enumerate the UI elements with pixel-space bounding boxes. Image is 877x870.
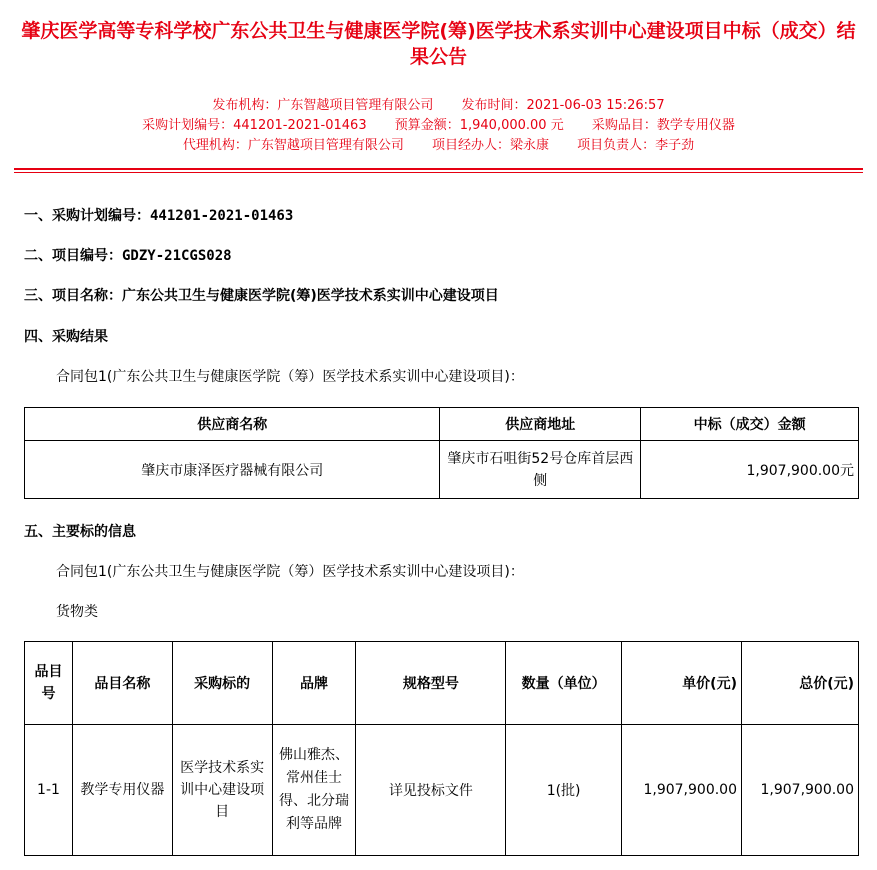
header-item-name: 品目名称 bbox=[72, 642, 172, 725]
cell-item-no: 1-1 bbox=[25, 725, 73, 856]
header-supplier-name: 供应商名称 bbox=[25, 408, 440, 441]
header-procurement-target: 采购标的 bbox=[172, 642, 272, 725]
header-brand: 品牌 bbox=[272, 642, 356, 725]
table-row bbox=[25, 441, 859, 499]
section-plan-no-value: 441201-2021-01463 bbox=[150, 208, 294, 224]
result-package-label: 合同包1(广东公共卫生与健康医学院（筹）医学技术系实训中心建设项目)： bbox=[56, 369, 524, 385]
section-project-no-label: 二、项目编号： bbox=[24, 248, 122, 264]
page-title: 肇庆医学高等专科学校广东公共卫生与健康医学院(筹)医学技术系实训中心建设项目中标（成交）结果公告 bbox=[21, 20, 856, 68]
meta-budget: 预算金额：1,940,000.00 元 bbox=[394, 118, 564, 133]
header-unit-price: 单价(元) bbox=[622, 642, 742, 725]
table-row bbox=[25, 725, 859, 856]
section-plan-no-label: 一、采购计划编号： bbox=[24, 208, 150, 224]
cell-unit-price: 1,907,900.00 bbox=[622, 725, 742, 856]
subject-package-label: 合同包1(广东公共卫生与健康医学院（筹）医学技术系实训中心建设项目)： bbox=[56, 564, 524, 580]
header-spec-model: 规格型号 bbox=[356, 642, 506, 725]
meta-line-2 bbox=[0, 117, 877, 135]
cell-supplier-name: 肇庆市康泽医疗器械有限公司 bbox=[25, 441, 440, 499]
meta-publisher: 发布机构：广东智越项目管理有限公司 bbox=[212, 98, 434, 113]
subject-table bbox=[24, 641, 859, 856]
cell-brand: 佛山雅杰、常州佳士得、北分瑞利等品牌 bbox=[272, 725, 356, 856]
subject-table-header bbox=[25, 642, 859, 725]
section-subject-info: 五、主要标的信息 bbox=[24, 524, 136, 540]
header-item-no: 品目号 bbox=[25, 642, 73, 725]
meta-agency: 代理机构：广东智越项目管理有限公司 bbox=[182, 138, 404, 153]
cell-total-price: 1,907,900.00 bbox=[741, 725, 858, 856]
section-procurement-result: 四、采购结果 bbox=[24, 329, 108, 345]
meta-publish-time: 发布时间：2021-06-03 15:26:57 bbox=[461, 98, 665, 113]
cell-bid-amount: 1,907,900.00元 bbox=[641, 441, 859, 499]
cell-quantity: 1(批) bbox=[506, 725, 622, 856]
meta-handler: 项目经办人：梁永康 bbox=[431, 138, 549, 153]
cell-procurement-target: 医学技术系实训中心建设项目 bbox=[172, 725, 272, 856]
cell-spec-model: 详见投标文件 bbox=[356, 725, 506, 856]
meta-line-3 bbox=[0, 137, 877, 155]
section-project-no bbox=[24, 246, 232, 266]
section-plan-no bbox=[24, 206, 293, 226]
header-quantity: 数量（单位） bbox=[506, 642, 622, 725]
section-project-name: 三、项目名称：广东公共卫生与健康医学院(筹)医学技术系实训中心建设项目 bbox=[24, 288, 499, 304]
result-table bbox=[24, 407, 859, 499]
result-table-header bbox=[25, 408, 859, 441]
meta-line-1 bbox=[0, 97, 877, 115]
header-bid-amount: 中标（成交）金额 bbox=[641, 408, 859, 441]
section-project-no-value: GDZY-21CGS028 bbox=[122, 248, 232, 264]
meta-category: 采购品目：教学专用仪器 bbox=[591, 118, 735, 133]
header-divider bbox=[14, 168, 863, 170]
cell-item-name: 教学专用仪器 bbox=[72, 725, 172, 856]
meta-plan-no: 采购计划编号：441201-2021-01463 bbox=[142, 118, 367, 133]
meta-manager: 项目负责人：李子劲 bbox=[577, 138, 695, 153]
cell-supplier-address: 肇庆市石咀街52号仓库首层西侧 bbox=[440, 441, 641, 499]
header-supplier-address: 供应商地址 bbox=[440, 408, 641, 441]
header-total-price: 总价(元) bbox=[741, 642, 858, 725]
header-divider-thin bbox=[14, 172, 863, 173]
subject-kind-label: 货物类 bbox=[56, 604, 98, 620]
